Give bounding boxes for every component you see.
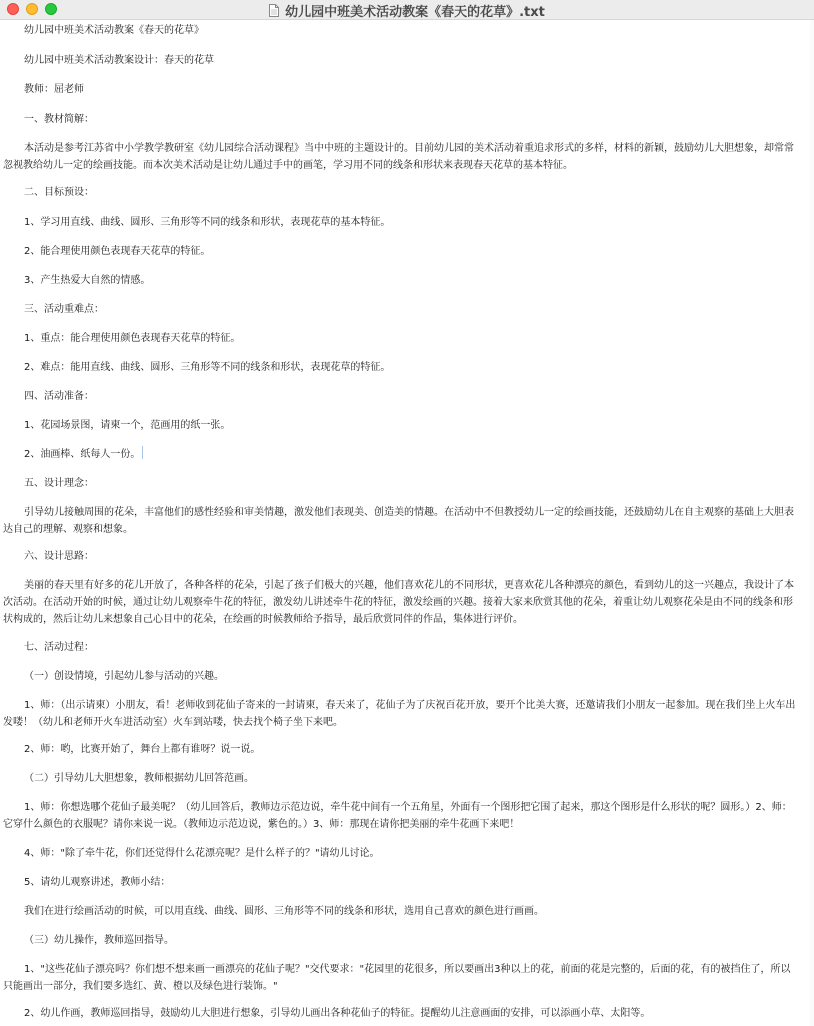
vertical-scrollbar[interactable] xyxy=(810,20,814,1026)
title-bar[interactable] xyxy=(0,0,814,20)
paragraph: 美丽的春天里有好多的花儿开放了，各种各样的花朵，引起了孩子们极大的兴趣，他们喜欢花儿的不同形状，更喜欢花儿各种漂亮的颜色，看到幼儿的这一兴趣点，我设计了本次活动。在活动开始的时候，通过让幼儿观察牵牛花的特征，激发幼儿讲述牵牛花的特征，激发绘画的兴趣。接着大家来欣赏其他的花朵，着重让幼儿观察花朵是由不同的线条和形状构成的，然后让幼儿来想象自己心目中的花朵，在绘画的时候教师给予指导，最后欣赏同伴的作品，集体进行评价。 xyxy=(3,580,794,625)
paragraph: 1、重点：能合理使用颜色表现春天花草的特征。 xyxy=(24,333,241,344)
paragraph: 1、"这些花仙子漂亮吗？你们想不想来画一画漂亮的花仙子呢？"交代要求："花园里的花很多，所以要画出3种以上的花，前面的花是完整的，后面的花，有的被挡住了，所以只能画出一部分，我们要多选红、黄、橙以及绿色进行装饰。" xyxy=(3,964,791,992)
section-heading: 七、活动过程： xyxy=(24,642,94,653)
paragraph: 5、请幼儿观察讲述，教师小结： xyxy=(24,877,171,888)
document-text-area[interactable] xyxy=(0,20,810,1026)
paragraph-with-caret xyxy=(0,446,810,463)
section-heading: 二、目标预设： xyxy=(24,187,94,198)
paragraph: 1、学习用直线、曲线、圆形、三角形等不同的线条和形状，表现花草的基本特征。 xyxy=(24,217,391,228)
paragraph: 2、难点：能用直线、曲线、圆形、三角形等不同的线条和形状，表现花草的特征。 xyxy=(24,362,391,373)
paragraph: 2、油画棒、纸每人一份。 xyxy=(24,449,141,460)
section-heading: 一、教材简解： xyxy=(24,114,94,125)
paragraph: 幼儿园中班美术活动教案设计：春天的花草 xyxy=(24,55,214,66)
paragraph: 2、师：哟，比赛开始了，舞台上都有谁呀？说一说。 xyxy=(24,744,261,755)
subsection-heading: （三）幼儿操作，教师巡回指导。 xyxy=(24,935,174,946)
document-icon xyxy=(269,4,279,17)
subsection-heading: （一）创设情境，引起幼儿参与活动的兴趣。 xyxy=(24,671,224,682)
window-title: 幼儿园中班美术活动教案《春天的花草》.txt xyxy=(285,4,545,20)
section-heading: 六、设计思路： xyxy=(24,551,94,562)
paragraph: 1、师：（出示请柬）小朋友，看！老师收到花仙子寄来的一封请柬，春天来了，花仙子为了庆祝百花开放，要开个比美大赛，还邀请我们小朋友一起参加。现在我们坐上火车出发喽！（幼儿和老师开火车进活动室）火车到站喽，快去找个椅子坐下来吧。 xyxy=(3,700,796,728)
paragraph: 1、师：你想选哪个花仙子最美呢？（幼儿回答后，教师边示范边说，牵牛花中间有一个五角星，外面有一个图形把它围了起来，那这个图形是什么形状的呢？圆形。）2、师：它穿什么颜色的衣服呢？请你来说一说。（教师边示范边说，紫色的。）3、师：那现在请你把美丽的牵牛花画下来吧！ xyxy=(3,802,792,830)
paragraph: 2、能合理使用颜色表现春天花草的特征。 xyxy=(24,246,211,257)
paragraph: 2、幼儿作画，教师巡回指导，鼓励幼儿大胆进行想象，引导幼儿画出各种花仙子的特征。提醒幼儿注意画面的安排，可以添画小草、太阳等。 xyxy=(24,1008,651,1019)
paragraph: 本活动是参考江苏省中小学教学教研室《幼儿园综合活动课程》当中中班的主题设计的。目前幼儿园的美术活动着重追求形式的多样，材料的新颖，鼓励幼儿大胆想象，却常常忽视教给幼儿一定的绘画技能。而本次美术活动是让幼儿通过手中的画笔，学习用不同的线条和形状来表现春天花草的基本特征。 xyxy=(3,143,794,171)
paragraph: 4、师："除了牵牛花，你们还觉得什么花漂亮呢？是什么样子的？"请幼儿讨论。 xyxy=(24,848,380,859)
paragraph: 3、产生热爱大自然的情感。 xyxy=(24,275,151,286)
section-heading: 四、活动准备： xyxy=(24,391,94,402)
window-title-group xyxy=(0,0,814,20)
section-heading: 三、活动重难点： xyxy=(24,304,104,315)
section-heading: 五、设计理念： xyxy=(24,478,94,489)
text-cursor xyxy=(142,446,143,459)
document-title-line: 幼儿园中班美术活动教案《春天的花草》 xyxy=(24,25,204,36)
subsection-heading: （二）引导幼儿大胆想象，教师根据幼儿回答范画。 xyxy=(24,773,254,784)
paragraph: 引导幼儿接触周围的花朵，丰富他们的感性经验和审美情趣，激发他们表现美、创造美的情趣。在活动中不但教授幼儿一定的绘画技能，还鼓励幼儿在自主观察的基础上大胆表达自己的理解、观察和想象。 xyxy=(3,507,794,535)
paragraph: 我们在进行绘画活动的时候，可以用直线、曲线、圆形、三角形等不同的线条和形状，选用自己喜欢的颜色进行画画。 xyxy=(24,906,544,917)
teacher-line: 教师：屈老师 xyxy=(24,84,84,95)
paragraph: 1、花园场景图，请柬一个，范画用的纸一张。 xyxy=(24,420,231,431)
